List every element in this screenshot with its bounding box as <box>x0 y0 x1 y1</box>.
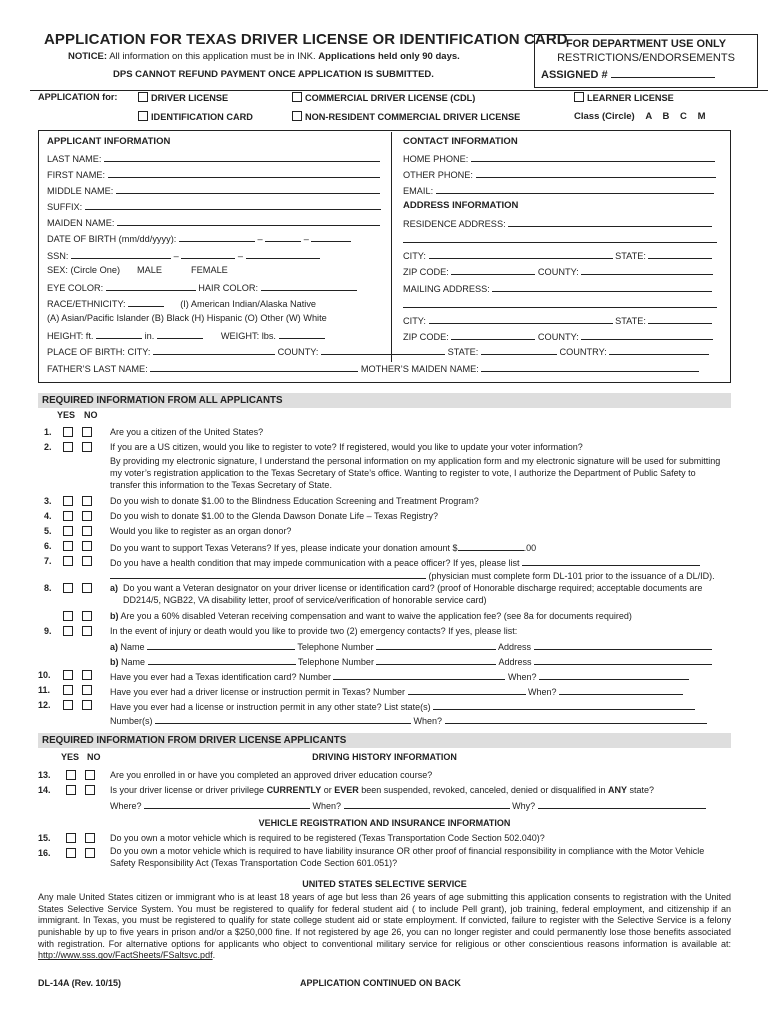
q8a-yes[interactable] <box>63 583 73 593</box>
divider <box>30 90 768 91</box>
q15-no[interactable] <box>85 833 95 843</box>
class-c[interactable]: C <box>680 111 687 122</box>
q9-text: In the event of injury or death would you like to provide two (2) emergency contacts? If yes, please list: <box>110 626 518 636</box>
q8b-text: b) Are you a 60% disabled Veteran receiving compensation and want to waive the application fee? (see 8a for documents required) <box>110 611 632 621</box>
assigned-line <box>611 68 715 78</box>
q3-no[interactable] <box>82 496 92 506</box>
q8b-no[interactable] <box>82 611 92 621</box>
q5-number: 5. <box>44 526 52 536</box>
home-phone-field[interactable]: HOME PHONE: <box>403 152 715 165</box>
class-m[interactable]: M <box>697 111 706 122</box>
contact-heading: CONTACT INFORMATION <box>403 136 518 147</box>
class-a[interactable]: A <box>645 111 652 122</box>
q11-no[interactable] <box>82 685 92 695</box>
non-resident-cdl-option[interactable]: NON-RESIDENT COMMERCIAL DRIVER LICENSE <box>292 111 520 123</box>
residence-zip-county-field[interactable]: ZIP CODE: COUNTY: <box>403 265 713 278</box>
q12-answer <box>63 700 101 712</box>
q1-number: 1. <box>44 427 52 437</box>
driving-history-heading: DRIVING HISTORY INFORMATION <box>312 752 457 762</box>
q5-yes[interactable] <box>63 526 73 536</box>
last-name-field[interactable]: LAST NAME: <box>47 152 380 165</box>
id-card-option[interactable]: IDENTIFICATION CARD <box>138 111 253 123</box>
q12-text[interactable]: Have you ever had a license or instruction permit in any other state? List state(s) <box>110 700 695 713</box>
q3-number: 3. <box>44 496 52 506</box>
q16-text: Do you own a motor vehicle which is required to have liability insurance OR other proof of financial responsibility in compliance with the Motor Vehicle Safety Responsibility Act (Texas Transportation Code Section 601.051)? <box>110 846 705 868</box>
height-weight-field[interactable]: HEIGHT: ft. in. WEIGHT: lbs. <box>47 329 325 342</box>
q11-number: 11. <box>38 685 51 695</box>
q15-text: Do you own a motor vehicle which is required to be registered (Texas Transportation Code Section 502.040)? <box>110 833 545 843</box>
q8a-answer <box>63 583 101 595</box>
parents-field[interactable]: FATHER’S LAST NAME: MOTHER’S MAIDEN NAME: <box>47 362 699 375</box>
q3-yes[interactable] <box>63 496 73 506</box>
form-title: APPLICATION FOR TEXAS DRIVER LICENSE OR IDENTIFICATION CARD <box>44 31 568 48</box>
form-id: DL-14A (Rev. 10/15) <box>38 978 122 988</box>
column-divider <box>391 132 392 362</box>
q2-answer <box>63 442 101 454</box>
application-for-label: APPLICATION for: <box>38 92 118 102</box>
required-all-band: REQUIRED INFORMATION FROM ALL APPLICANTS <box>38 393 731 408</box>
q13-answer <box>66 770 104 782</box>
q1-no[interactable] <box>82 427 92 437</box>
q4-yes[interactable] <box>63 511 73 521</box>
q4-number: 4. <box>44 511 52 521</box>
q5-text: Would you like to register as an organ donor? <box>110 526 292 536</box>
q9-yes[interactable] <box>63 626 73 636</box>
q12-yes[interactable] <box>63 700 73 710</box>
race-options: (A) Asian/Pacific Islander (B) Black (H) Hispanic (O) Other (W) White <box>47 313 327 323</box>
q3-answer <box>63 496 101 508</box>
q8a-label: a) <box>110 583 119 593</box>
continued-on-back: APPLICATION CONTINUED ON BACK <box>300 978 461 988</box>
notice-bold: Applications held only 90 days. <box>318 51 460 62</box>
sex-field: SEX: (Circle One) MALE FEMALE <box>47 265 228 275</box>
q2-number: 2. <box>44 442 52 452</box>
q8a-text: Do you want a Veteran designator on your driver license or identification card? (proof of Honorable discharge required; acceptable documents are DD214/5, NGB22, VA disability letter, proof of service/verification of honorable service card) <box>123 583 703 605</box>
selective-service-text: Any male United States citizen or immigrant who is at least 18 years of age but less than 26 years of age submitting this application consents to registration with the United States Selective Service System. You must be registered to qualify for federal student aid ( to include Pell grant), job training, federal employment, and citizenship if an immigrant. In Texas, you must be registered to qualify for state college student aid or state employment. If convicted, failure to register with the Selective Service is a felony punishable by up to five years in prison and/or a $250,000 fine. If not registered by age 26, you can no longer register and could permanently lose those benefits associated with registration. For alternative options for applicants who object to conventional military service for religious or other conscientious reasons information is available at: http://www.sss.gov/FactSheets/FSaltsvc.pdf. <box>38 892 731 961</box>
residence-address-line2[interactable] <box>403 233 717 246</box>
q8b-answer <box>63 611 101 623</box>
dl-yes-no-header: YES NO <box>61 752 101 762</box>
selective-service-link[interactable]: http://www.sss.gov/FactSheets/FSaltsvc.pdf <box>38 950 213 961</box>
q7-number: 7. <box>44 556 52 566</box>
q7-note: (physician must complete form DL-101 prior to the issuance of a DL/ID). <box>110 569 715 582</box>
q4-text: Do you wish to donate $1.00 to the Glenda Dawson Donate Life – Texas Registry? <box>110 511 439 521</box>
sex-male[interactable]: MALE <box>137 265 163 275</box>
vehicle-heading: VEHICLE REGISTRATION AND INSURANCE INFORMATION <box>258 818 511 828</box>
q12-no[interactable] <box>82 700 92 710</box>
q12-number: 12. <box>38 700 51 710</box>
q14-answer <box>66 785 104 797</box>
q5-no[interactable] <box>82 526 92 536</box>
q9-no[interactable] <box>82 626 92 636</box>
q7-yes[interactable] <box>63 556 73 566</box>
q15-yes[interactable] <box>66 833 76 843</box>
q10-answer <box>63 670 101 682</box>
q2-text: If you are a US citizen, would you like to register to vote? If registered, would you like to update your voter information? <box>110 442 583 452</box>
q7-text[interactable]: Do you have a health condition that may impede communication with a peace officer? If yes, please list <box>110 556 700 569</box>
q6-number: 6. <box>44 541 52 551</box>
emergency-contact-b[interactable]: b) Name Telephone Number Address <box>110 655 712 668</box>
q1-yes[interactable] <box>63 427 73 437</box>
q1-text: Are you a citizen of the United States? <box>110 427 264 437</box>
residence-city-state-field[interactable]: CITY: STATE: <box>403 249 712 262</box>
q5-answer <box>63 526 101 538</box>
q7-no[interactable] <box>82 556 92 566</box>
q6-yes[interactable] <box>63 541 73 551</box>
q16-number: 16. <box>38 848 51 858</box>
email-field[interactable]: EMAIL: <box>403 184 714 197</box>
non-resident-cdl-checkbox[interactable] <box>292 111 302 121</box>
q15-number: 15. <box>38 833 51 843</box>
q13-yes[interactable] <box>66 770 76 780</box>
driver-license-checkbox[interactable] <box>138 92 148 102</box>
q4-answer <box>63 511 101 523</box>
q6-answer <box>63 541 101 553</box>
mailing-address-line2[interactable] <box>403 298 717 311</box>
q14-yes[interactable] <box>66 785 76 795</box>
q7-answer <box>63 556 101 568</box>
eye-hair-field[interactable]: EYE COLOR: HAIR COLOR: <box>47 281 357 294</box>
class-selector: Class (Circle) A B C M <box>574 111 706 122</box>
restrictions-label: RESTRICTIONS/ENDORSEMENTS <box>557 52 735 65</box>
q3-text: Do you wish to donate $1.00 to the Blindness Education Screening and Treatment Program? <box>110 496 479 506</box>
refund-warning: DPS CANNOT REFUND PAYMENT ONCE APPLICATION IS SUBMITTED. <box>113 69 434 80</box>
dept-use-label: FOR DEPARTMENT USE ONLY <box>565 38 727 50</box>
cdl-option[interactable]: COMMERCIAL DRIVER LICENSE (CDL) <box>292 92 475 104</box>
donation-amount[interactable] <box>458 541 524 551</box>
q4-no[interactable] <box>82 511 92 521</box>
assigned-label: ASSIGNED # <box>541 69 608 82</box>
notice-text: All information on this application must be in INK. <box>109 51 316 62</box>
driver-license-option[interactable]: DRIVER LICENSE <box>138 92 228 104</box>
q15-answer <box>66 833 104 845</box>
q8-number: 8. <box>44 583 52 593</box>
q2-yes[interactable] <box>63 442 73 452</box>
q14-text: Is your driver license or driver privilege CURRENTLY or EVER been suspended, revoked, canceled, denied or disqualified in ANY state? <box>110 785 655 795</box>
q14-no[interactable] <box>85 785 95 795</box>
q9-number: 9. <box>44 626 52 636</box>
q6-no[interactable] <box>82 541 92 551</box>
notice <box>68 51 460 62</box>
q11-answer <box>63 685 101 697</box>
q12-numbers[interactable]: Number(s) When? <box>110 714 707 727</box>
yes-no-header: YES NO <box>57 410 98 420</box>
department-use-box <box>534 34 758 88</box>
suffix-field[interactable]: SUFFIX: <box>47 200 381 213</box>
q2-no[interactable] <box>82 442 92 452</box>
mailing-address-field[interactable]: MAILING ADDRESS: <box>403 282 712 295</box>
q10-number: 10. <box>38 670 51 680</box>
cdl-checkbox[interactable] <box>292 92 302 102</box>
q11-yes[interactable] <box>63 685 73 695</box>
place-of-birth-field[interactable]: PLACE OF BIRTH: CITY: COUNTY: STATE: COUNTRY: <box>47 345 709 358</box>
maiden-name-field[interactable]: MAIDEN NAME: <box>47 216 380 229</box>
q11-text[interactable]: Have you ever had a driver license or instruction permit in Texas? Number When? <box>110 685 683 698</box>
dob-field[interactable]: DATE OF BIRTH (mm/dd/yyyy): – – <box>47 232 351 245</box>
address-heading: ADDRESS INFORMATION <box>403 200 519 211</box>
q14-details[interactable]: Where? When? Why? <box>110 799 706 812</box>
notice-label: NOTICE: <box>68 51 108 62</box>
q10-no[interactable] <box>82 670 92 680</box>
q2-note: By providing my electronic signature, I understand the personal information on my application form and my electronic signature will be used for submitting my voter’s registration application to the Texas Secretary of State’s office. Wanting to register to vote, I authorize the Department of Public Safety to transfer this information to the Texas Secretary of State. <box>110 456 721 490</box>
selective-service-heading: UNITED STATES SELECTIVE SERVICE <box>302 879 467 889</box>
q9-answer <box>63 626 101 638</box>
q14-number: 14. <box>38 785 51 795</box>
q13-number: 13. <box>38 770 51 780</box>
q13-text: Are you enrolled in or have you completed an approved driver education course? <box>110 770 433 780</box>
class-b[interactable]: B <box>662 111 670 122</box>
sex-female[interactable]: FEMALE <box>191 265 228 275</box>
q6-text[interactable]: Do you want to support Texas Veterans? If yes, please indicate your donation amount $ .00 <box>110 543 537 553</box>
q8b-yes[interactable] <box>63 611 73 621</box>
emergency-contact-a[interactable]: a) Name Telephone Number Address <box>110 640 712 653</box>
learner-license-checkbox[interactable] <box>574 92 584 102</box>
first-name-field[interactable]: FIRST NAME: <box>47 168 380 181</box>
q16-yes[interactable] <box>66 848 76 858</box>
q16-no[interactable] <box>85 848 95 858</box>
race-field[interactable]: RACE/ETHNICITY: (I) American Indian/Alaska Native <box>47 299 317 309</box>
q10-text[interactable]: Have you ever had a Texas identification card? Number When? <box>110 670 689 683</box>
q10-yes[interactable] <box>63 670 73 680</box>
q16-answer <box>66 848 104 860</box>
q8a-no[interactable] <box>82 583 92 593</box>
other-phone-field[interactable]: OTHER PHONE: <box>403 168 716 181</box>
q13-no[interactable] <box>85 770 95 780</box>
ssn-field[interactable]: SSN: – – <box>47 249 320 262</box>
required-dl-band: REQUIRED INFORMATION FROM DRIVER LICENSE APPLICANTS <box>38 733 731 748</box>
mailing-zip-county-field[interactable]: ZIP CODE: COUNTY: <box>403 330 713 343</box>
learner-license-option[interactable]: LEARNER LICENSE <box>574 92 674 104</box>
q1-answer <box>63 427 101 439</box>
mailing-city-state-field[interactable]: CITY: STATE: <box>403 314 712 327</box>
applicant-heading: APPLICANT INFORMATION <box>47 136 171 147</box>
id-card-checkbox[interactable] <box>138 111 148 121</box>
middle-name-field[interactable]: MIDDLE NAME: <box>47 184 380 197</box>
assigned-field <box>535 68 757 82</box>
residence-address-field[interactable]: RESIDENCE ADDRESS: <box>403 217 712 230</box>
